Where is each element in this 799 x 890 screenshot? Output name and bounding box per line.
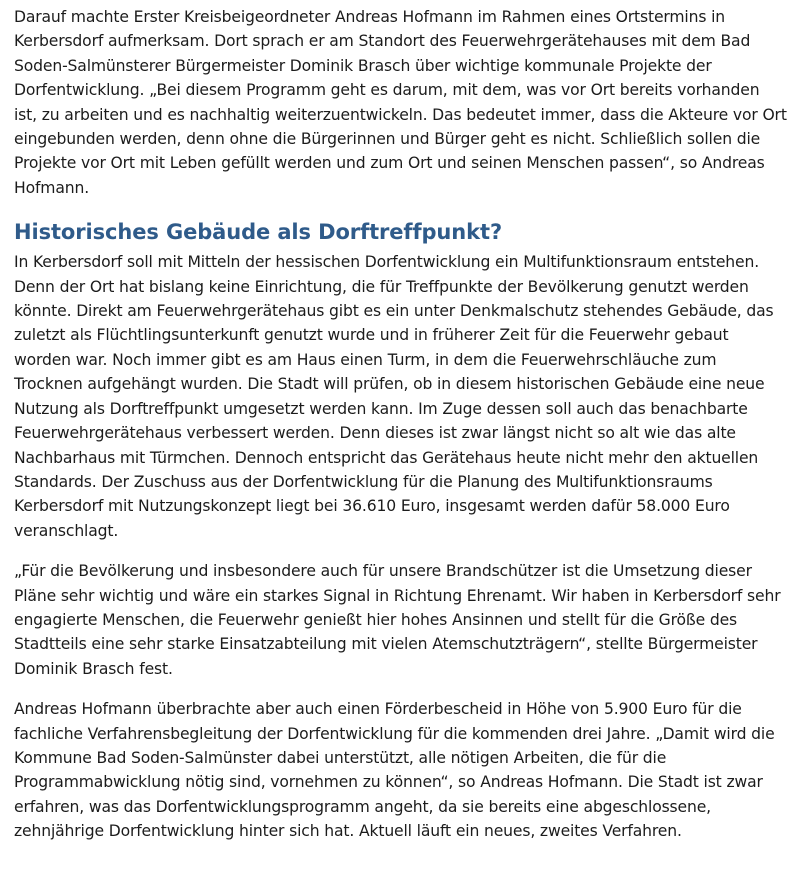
paragraph-multifunktionsraum: In Kerbersdorf soll mit Mitteln der hessischen Dorfentwicklung ein Multifunktionsraum entstehen. Denn der Ort hat bislang keine Einrichtung, die für Treffpunkte der Bevölkerung genutzt werden könnte. Direkt am Feuerwehrgerätehaus gibt es ein unter Denkmalschutz stehendes Gebäude, das zuletzt als Flüchtlingsunterkunft genutzt wurde und in früherer Zeit für die Feuerwehr gebaut worden war. Noch immer gibt es am Haus einen Turm, in dem die Feuerwehrschläuche zum Trocknen aufgehängt wurden. Die Stadt will prüfen, ob in diesem historischen Gebäude eine neue Nutzung als Dorftreffpunkt umgesetzt werden kann. Im Zuge dessen soll auch das benachbarte Feuerwehrgerätehaus verbessert werden. Denn dieses ist zwar längst nicht so alt wie das alte Nachbarhaus mit Türmchen. Dennoch entspricht das Gerätehaus heute nicht mehr den aktuellen Standards. Der Zuschuss aus der Dorfentwicklung für die Planung des Multifunktionsraums Kerbersdorf mit Nutzungskonzept liegt bei 36.610 Euro, insgesamt werden dafür 58.000 Euro veranschlagt.: [14, 253, 774, 540]
paragraph-foerderbescheid: Andreas Hofmann überbrachte aber auch einen Förderbescheid in Höhe von 5.900 Euro für die fachliche Verfahrensbegleitung der Dorfentwicklung für die kommenden drei Jahre. „Damit wird die Kommune Bad Soden-Salmünster dabei unterstützt, alle nötigen Arbeiten, die für die Programmabwicklung nötig sind, vornehmen zu können“, so Andreas Hofmann. Die Stadt ist zwar erfahren, was das Dorfentwicklungsprogramm angeht, da sie bereits eine abgeschlossene, zehnjährige Dorfentwicklung hinter sich hat. Aktuell läuft ein neues, zweites Verfahren.: [14, 700, 775, 841]
paragraph-brasch-quote: „Für die Bevölkerung und insbesondere auch für unsere Brandschützer ist die Umsetzung dieser Pläne sehr wichtig und wäre ein starkes Signal in Richtung Ehrenamt. Wir haben in Kerbersdorf sehr engagierte Menschen, die Feuerwehr genießt hier hohes Ansinnen und stellt für die Größe des Stadtteils eine sehr starke Einsatzabteilung mit vielen Atemschutzträgern“, stellte Bürgermeister Dominik Brasch fest.: [14, 562, 781, 678]
intro-paragraph: Darauf machte Erster Kreisbeigeordneter Andreas Hofmann im Rahmen eines Ortstermins in Kerbersdorf aufmerksam. Dort sprach er am Standort des Feuerwehrgerätehauses mit dem Bad Soden-Salmünsterer Bürgermeister Dominik Brasch über wichtige kommunale Projekte der Dorfentwicklung. „Bei diesem Programm geht es darum, mit dem, was vor Ort bereits vorhanden ist, zu arbeiten und es nachhaltig weiterzuentwickeln. Das bedeutet immer, dass die Akteure vor Ort eingebunden werden, denn ohne die Bürgerinnen und Bürger geht es nicht. Schließlich sollen die Projekte vor Ort mit Leben gefüllt werden und zum Ort und seinen Menschen passen“, so Andreas Hofmann.: [14, 8, 787, 197]
section-heading: Historisches Gebäude als Dorftreffpunkt?: [14, 220, 503, 245]
